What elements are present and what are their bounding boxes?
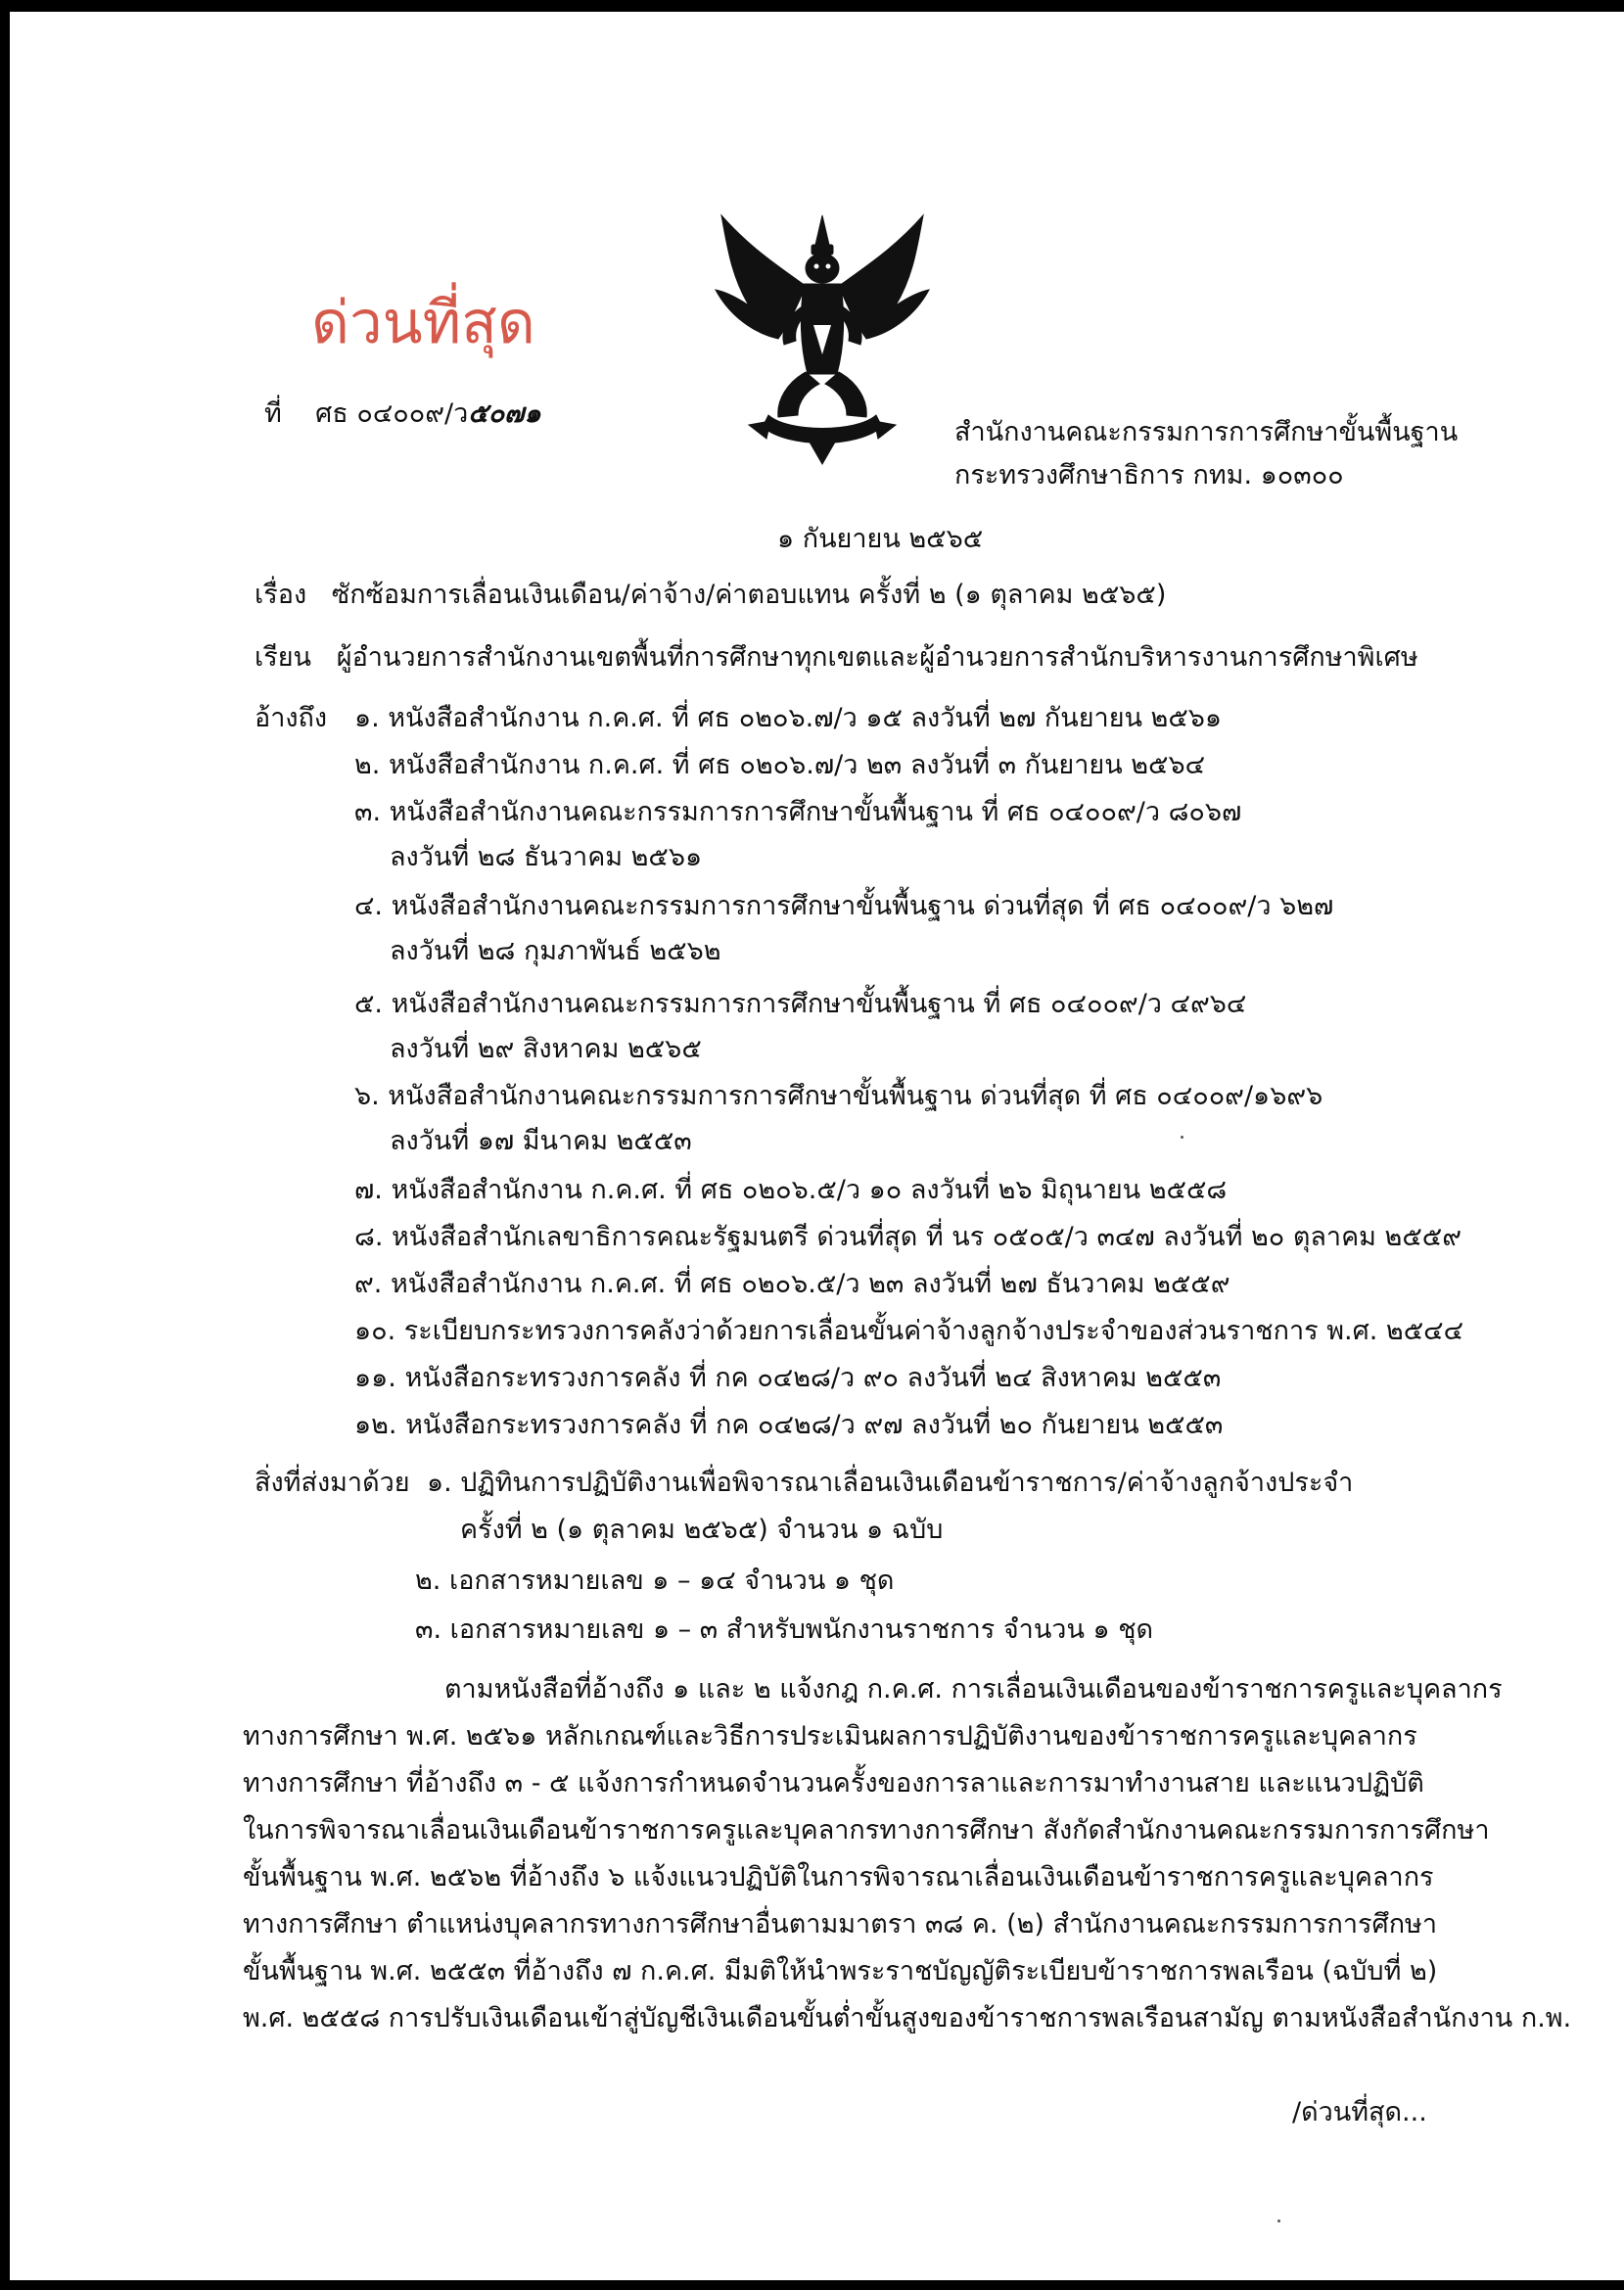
enclosure-item: ๑. ปฏิทินการปฏิบัติงานเพื่อพิจารณาเลื่อนเงินเดือนข้าราชการ/ค่าจ้างลูกจ้างประจำ [427, 1468, 1354, 1498]
garuda-emblem-icon [710, 208, 935, 467]
body-line: พ.ศ. ๒๕๕๘ การปรับเงินเดือนเข้าสู่บัญชีเงินเดือนขั้นต่ำขั้นสูงของข้าราชการพลเรือนสามัญ ตามหนังสือสำนักงาน ก.พ. [243, 2003, 1572, 2033]
body-line: ตามหนังสือที่อ้างถึง ๑ และ ๒ แจ้งกฎ ก.ค.ศ. การเลื่อนเงินเดือนของข้าราชการครูและบุคลากร [444, 1674, 1503, 1705]
reference-item: ๑๒. หนังสือกระทรวงการคลัง ที่ กค ๐๔๒๘/ว ๙๗ ลงวันที่ ๒๐ กันยายน ๒๕๕๓ [354, 1410, 1224, 1440]
subject-text: ซักซ้อมการเลื่อนเงินเดือน/ค่าจ้าง/ค่าตอบแทน ครั้งที่ ๒ (๑ ตุลาคม ๒๕๖๕) [331, 580, 1167, 610]
subject-label: เรื่อง [255, 580, 307, 610]
reference-item: ลงวันที่ ๒๘ กุมภาพันธ์ ๒๕๖๒ [390, 936, 721, 966]
enclosure-item: ครั้งที่ ๒ (๑ ตุลาคม ๒๕๖๕) จำนวน ๑ ฉบับ [460, 1515, 944, 1545]
body-line: ขั้นพื้นฐาน พ.ศ. ๒๕๕๓ ที่อ้างถึง ๗ ก.ค.ศ. มีมติให้นำพระราชบัญญัติระเบียบข้าราชการพลเรือน (ฉบับที่ ๒) [243, 1956, 1438, 1986]
scan-edge-bottom [0, 2280, 1624, 2290]
body-line: ขั้นพื้นฐาน พ.ศ. ๒๕๖๒ ที่อ้างถึง ๖ แจ้งแนวปฏิบัติในการพิจารณาเลื่อนเงินเดือนข้าราชการครูและบุคลากร [243, 1862, 1434, 1893]
reference-item: ๘. หนังสือสำนักเลขาธิการคณะรัฐมนตรี ด่วนที่สุด ที่ นร ๐๕๐๕/ว ๓๔๗ ลงวันที่ ๒๐ ตุลาคม ๒๕๕๙ [354, 1222, 1462, 1252]
body-line: ทางการศึกษา พ.ศ. ๒๕๖๑ หลักเกณฑ์และวิธีการประเมินผลการปฏิบัติงานของข้าราชการครูและบุคลากร [243, 1721, 1417, 1752]
reference-item: ๑๐. ระเบียบกระทรวงการคลังว่าด้วยการเลื่อนขั้นค่าจ้างลูกจ้างประจำของส่วนราชการ พ.ศ. ๒๕๔๔ [354, 1316, 1464, 1346]
scan-edge-left [0, 0, 10, 2290]
office-name: สำนักงานคณะกรรมการการศึกษาขั้นพื้นฐาน [954, 417, 1459, 447]
subject-line [255, 578, 1166, 613]
body-line: ในการพิจารณาเลื่อนเงินเดือนข้าราชการครูและบุคลากรทางการศึกษา สังกัดสำนักงานคณะกรรมการการศึกษา [243, 1815, 1490, 1846]
document-number-label: ที่ [264, 398, 282, 429]
document-date: ๑ กันยายน ๒๕๖๕ [777, 524, 984, 554]
urgency-stamp: ด่วนที่สุด [311, 289, 535, 357]
reference-item: ๙. หนังสือสำนักงาน ก.ค.ศ. ที่ ศธ ๐๒๐๖.๕/ว ๒๓ ลงวันที่ ๒๗ ธันวาคม ๒๕๕๙ [354, 1269, 1230, 1299]
scan-speck [1181, 1136, 1183, 1139]
reference-item: ๓. หนังสือสำนักงานคณะกรรมการการศึกษาขั้นพื้นฐาน ที่ ศธ ๐๔๐๐๙/ว ๘๐๖๗ [354, 797, 1242, 827]
reference-item: ๕. หนังสือสำนักงานคณะกรรมการการศึกษาขั้นพื้นฐาน ที่ ศธ ๐๔๐๐๙/ว ๔๙๖๔ [354, 989, 1247, 1019]
document-number [264, 397, 541, 432]
enclosures-label: สิ่งที่ส่งมาด้วย [255, 1468, 410, 1498]
reference-item: ๖. หนังสือสำนักงานคณะกรรมการการศึกษาขั้นพื้นฐาน ด่วนที่สุด ที่ ศธ ๐๔๐๐๙/๑๖๙๖ [354, 1081, 1323, 1111]
reference-item: ลงวันที่ ๑๗ มีนาคม ๒๕๕๓ [390, 1126, 692, 1156]
references-label: อ้างถึง [255, 703, 328, 733]
enclosure-item: ๓. เอกสารหมายเลข ๑ – ๓ สำหรับพนักงานราชการ จำนวน ๑ ชุด [415, 1614, 1154, 1645]
document-number-prefix: ศธ ๐๔๐๐๙/ว [315, 398, 469, 429]
reference-item: ๑. หนังสือสำนักงาน ก.ค.ศ. ที่ ศธ ๐๒๐๖.๗/ว ๑๕ ลงวันที่ ๒๗ กันยายน ๒๕๖๑ [354, 703, 1223, 733]
body-line: ทางการศึกษา ที่อ้างถึง ๓ - ๕ แจ้งการกำหนดจำนวนครั้งของการลาและการมาทำงานสาย และแนวปฏิบัติ [243, 1768, 1424, 1799]
reference-item: ๔. หนังสือสำนักงานคณะกรรมการการศึกษาขั้นพื้นฐาน ด่วนที่สุด ที่ ศธ ๐๔๐๐๙/ว ๖๒๗ [354, 891, 1334, 921]
office-address: กระทรวงศึกษาธิการ กทม. ๑๐๓๐๐ [954, 460, 1344, 491]
reference-item: ลงวันที่ ๒๘ ธันวาคม ๒๕๖๑ [390, 842, 703, 872]
enclosure-item: ๒. เอกสารหมายเลข ๑ – ๑๔ จำนวน ๑ ชุด [415, 1566, 895, 1596]
reference-item: ๑๑. หนังสือกระทรวงการคลัง ที่ กค ๐๔๒๘/ว ๙๐ ลงวันที่ ๒๔ สิงหาคม ๒๕๕๓ [354, 1363, 1222, 1393]
scan-edge-top [0, 0, 1624, 12]
recipient-label: เรียน [255, 642, 312, 673]
recipient-line [255, 640, 1418, 676]
body-line: ทางการศึกษา ตำแหน่งบุคลากรทางการศึกษาอื่นตามมาตรา ๓๘ ค. (๒) สำนักงานคณะกรรมการการศึกษา [243, 1909, 1437, 1939]
continued-marker: /ด่วนที่สุด... [1292, 2097, 1427, 2127]
recipient-text: ผู้อำนวยการสำนักงานเขตพื้นที่การศึกษาทุกเขตและผู้อำนวยการสำนักบริหารงานการศึกษาพิเศษ [336, 642, 1418, 673]
reference-item: ๗. หนังสือสำนักงาน ก.ค.ศ. ที่ ศธ ๐๒๐๖.๕/ว ๑๐ ลงวันที่ ๒๖ มิถุนายน ๒๕๕๘ [354, 1175, 1228, 1205]
reference-item: ๒. หนังสือสำนักงาน ก.ค.ศ. ที่ ศธ ๐๒๐๖.๗/ว ๒๓ ลงวันที่ ๓ กันยายน ๒๕๖๔ [354, 750, 1206, 780]
scan-speck [1277, 2220, 1280, 2222]
reference-item: ลงวันที่ ๒๙ สิงหาคม ๒๕๖๕ [390, 1034, 702, 1064]
document-number-handwritten: ๕๐๗๑ [468, 398, 541, 429]
